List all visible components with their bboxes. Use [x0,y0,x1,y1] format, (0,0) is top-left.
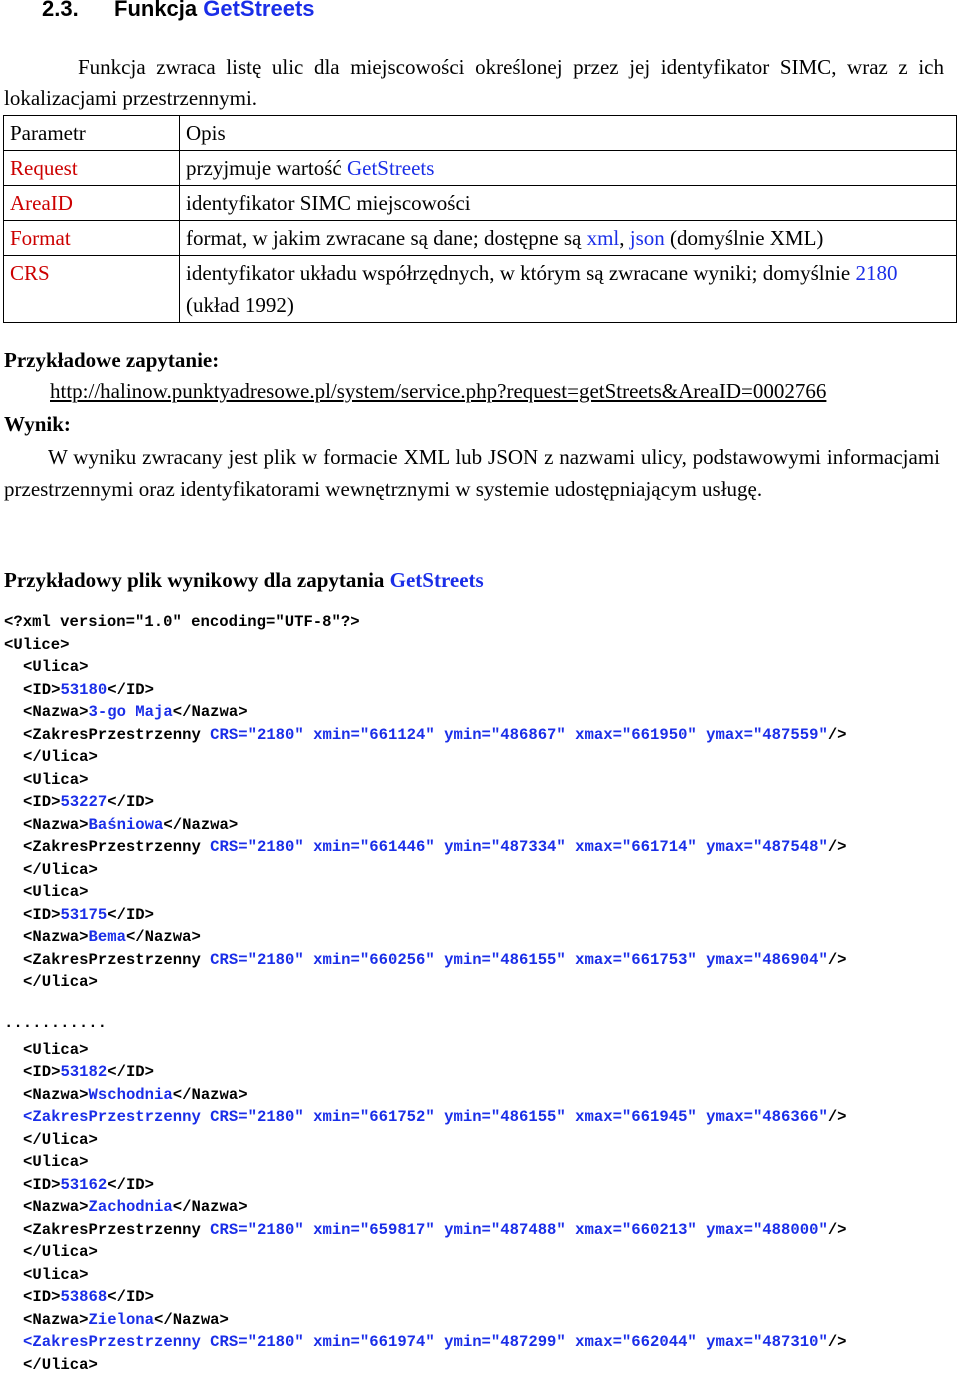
code-line [4,994,847,1017]
code-token: </Ulica> [23,1130,98,1149]
street-attr-ymin: ymin="486155" [444,950,566,969]
code-token: </Nazwa> [172,1085,248,1104]
street-attr-ymin: ymin="487334" [444,838,566,856]
street-name: Bema [88,928,126,946]
code-line [4,1174,847,1197]
code-token [566,1108,575,1126]
code-token: <Ulica> [23,770,89,789]
code-token: </Ulica> [23,973,98,991]
code-token [435,1221,444,1239]
code-token: /> [827,1108,847,1126]
code-token: </Ulica> [23,748,98,766]
code-token: </ID> [107,1063,155,1081]
code-token [201,951,210,969]
code-line [4,724,847,747]
street-attr-ymax: ymax="486904" [706,950,828,969]
street-id: 53162 [60,1175,108,1194]
code-token [304,1333,313,1351]
street-attr-ymax: ymax="487559" [706,725,828,744]
code-line [4,1264,847,1287]
code-token: </ID> [107,793,155,811]
code-token: /> [827,725,847,744]
code-token: </ID> [107,1288,155,1306]
code-token [435,951,444,969]
code-line [4,836,847,859]
code-token [304,838,313,856]
code-line [4,949,847,972]
street-attr-ymin: ymin="486155" [444,1108,566,1126]
street-name: Zachodnia [88,1198,173,1216]
street-attr-crs: CRS="2180" [210,725,304,744]
street-attr-xmax: xmax="661714" [575,838,697,856]
code-line [4,904,847,927]
code-token: <ZakresPrzestrzenny [23,1333,201,1351]
code-token [697,1108,706,1126]
param-description: identyfikator SIMC miejscowości [180,186,957,221]
section-title-prefix: Funkcja [114,0,204,21]
code-token [304,726,313,744]
code-token [435,726,444,744]
code-token: <?xml version="1.0" encoding="UTF-8"?> [4,613,360,631]
code-line [4,746,847,769]
code-line [4,634,847,657]
code-token: </Nazwa> [172,1198,248,1216]
street-name: Zielona [88,1310,155,1329]
street-id: 53180 [60,680,108,699]
code-token: </Ulica> [23,1243,98,1261]
code-token: </ID> [107,680,155,699]
street-attr-crs: CRS="2180" [210,950,304,969]
street-attr-crs: CRS="2180" [210,1333,304,1351]
param-name: CRS [4,256,180,323]
code-line [4,1241,847,1264]
code-token [201,726,210,744]
street-attr-crs: CRS="2180" [210,838,304,856]
code-token [697,838,706,856]
code-token [435,838,444,856]
street-name: 3-go Maja [88,703,173,721]
code-token [201,1333,210,1351]
param-header: Parametr [4,116,180,151]
street-attr-xmax: xmax="661945" [575,1108,697,1126]
code-token [201,838,210,856]
code-token: </ID> [107,1175,155,1194]
example-query-label: Przykładowe zapytanie: [4,348,220,372]
street-attr-ymax: ymax="487548" [706,838,828,856]
code-token [566,838,575,856]
code-line [4,701,847,724]
code-line [4,859,847,882]
code-token: <Nazwa> [23,703,89,721]
street-attr-xmin: xmin="659817" [313,1220,435,1239]
table-row [4,221,957,256]
code-token: /> [827,1333,847,1351]
street-attr-xmin: xmin="660256" [313,950,435,969]
code-line [4,679,847,702]
code-line [4,1129,847,1152]
table-header-row [4,116,957,151]
street-attr-xmin: xmin="661752" [313,1108,435,1126]
xml-code-block [4,611,847,1376]
param-name: Format [4,221,180,256]
example-url-link[interactable]: http://halinow.punktyadresowe.pl/system/service.php?request=getStreets&AreaID=0002766 [50,379,827,403]
code-token: <ID> [23,1063,61,1081]
param-description: przyjmuje wartość GetStreets [180,151,957,186]
code-token: <Ulica> [23,658,89,676]
code-token [697,951,706,969]
street-id: 53868 [60,1288,108,1306]
code-token: </Nazwa> [154,1310,229,1329]
section-number: 2.3. [42,0,79,21]
street-id: 53227 [60,793,108,811]
street-id: 53175 [60,905,108,924]
code-token: <ID> [23,793,61,811]
param-name: AreaID [4,186,180,221]
street-id: 53182 [60,1063,108,1081]
street-name: Wschodnia [88,1085,173,1104]
code-token [697,1333,706,1351]
code-token: <Nazwa> [23,928,89,946]
code-token [435,1333,444,1351]
result-label: Wynik: [4,412,71,436]
street-attr-crs: CRS="2180" [210,1220,304,1239]
code-line [4,1106,847,1129]
code-token: <ID> [23,1288,61,1306]
street-attr-ymax: ymax="486366" [706,1108,828,1126]
code-token: <Ulica> [23,1153,89,1171]
code-line [4,1219,847,1242]
street-name: Baśniowa [88,815,164,834]
code-token: /> [827,950,847,969]
table-row [4,186,957,221]
code-token: <ID> [23,905,61,924]
code-line [4,926,847,949]
street-attr-xmax: xmax="662044" [575,1333,697,1351]
code-line [4,1084,847,1107]
intro-paragraph: Funkcja zwraca listę ulic dla miejscowości określonej przez jej identyfikator SIMC, wraz z ich lokalizacjami przestrzennymi. [4,55,944,110]
code-token [201,1221,210,1239]
street-attr-crs: CRS="2180" [210,1108,304,1126]
code-ellipsis: ........... [4,1014,107,1032]
code-line [4,1016,847,1039]
code-token: <Nazwa> [23,1198,89,1216]
code-token: <ZakresPrzestrzenny [23,838,201,856]
code-token [201,1108,210,1126]
street-attr-ymin: ymin="487488" [444,1220,566,1239]
code-token [566,1333,575,1351]
param-name: Request [4,151,180,186]
code-token [697,1221,706,1239]
code-token: <ID> [23,680,61,699]
code-token: </Nazwa> [125,928,201,946]
code-token: <ID> [23,1175,61,1194]
result-paragraph: W wyniku zwracany jest plik w formacie XML lub JSON z nazwami ulicy, podstawowymi informacjami przestrzennymi oraz identyfikatorami wewnętrznymi w systemie udostępniającym usługę. [4,445,940,501]
code-line [4,769,847,792]
street-attr-xmin: xmin="661446" [313,838,435,856]
code-token: </ID> [107,905,155,924]
street-attr-xmax: xmax="661753" [575,950,697,969]
code-token [697,726,706,744]
code-token: </Ulica> [23,860,98,879]
code-token [304,951,313,969]
parameters-table [3,115,957,323]
code-token: </Nazwa> [172,703,248,721]
sample-file-label: Przykładowy plik wynikowy dla zapytania GetStreets [4,568,484,592]
street-attr-xmin: xmin="661974" [313,1333,435,1351]
table-row [4,256,957,323]
code-token: <ZakresPrzestrzenny [23,725,201,744]
code-token [566,951,575,969]
code-line [4,1331,847,1354]
code-line [4,656,847,679]
code-token: <Ulica> [23,1265,89,1284]
code-token: /> [827,838,847,856]
desc-header: Opis [180,116,957,151]
code-line [4,1061,847,1084]
code-line [4,1354,847,1377]
code-line [4,1309,847,1332]
code-token: <Ulica> [23,883,89,901]
section-title-function: GetStreets [203,0,315,21]
code-token [566,1221,575,1239]
code-token: <Ulica> [23,1040,89,1059]
street-attr-xmin: xmin="661124" [313,725,435,744]
street-attr-xmax: xmax="660213" [575,1220,697,1239]
code-line [4,1151,847,1174]
code-token: /> [827,1220,847,1239]
code-token: </Ulica> [23,1355,98,1374]
code-line [4,1286,847,1309]
code-token: </Nazwa> [163,815,239,834]
code-line [4,881,847,904]
code-line [4,971,847,994]
street-attr-ymin: ymin="487299" [444,1333,566,1351]
param-description: identyfikator układu współrzędnych, w którym są zwracane wyniki; domyślnie 2180 (układ 1992) [180,256,957,323]
street-attr-xmax: xmax="661950" [575,725,697,744]
code-token [304,1108,313,1126]
code-token: <Nazwa> [23,815,89,834]
street-attr-ymin: ymin="486867" [444,725,566,744]
code-token: <ZakresPrzestrzenny [23,1220,201,1239]
street-attr-ymax: ymax="487310" [706,1333,828,1351]
code-token: <Nazwa> [23,1310,89,1329]
section-heading [42,0,315,22]
code-token [435,1108,444,1126]
code-line [4,1039,847,1062]
code-line [4,814,847,837]
code-line [4,791,847,814]
code-token: <ZakresPrzestrzenny [23,1108,201,1126]
code-token: <Ulice> [4,635,70,654]
code-token [566,726,575,744]
table-row [4,151,957,186]
code-line [4,1196,847,1219]
param-description: format, w jakim zwracane są dane; dostępne są xml, json (domyślnie XML) [180,221,957,256]
code-token: <ZakresPrzestrzenny [23,950,201,969]
code-token: <Nazwa> [23,1085,89,1104]
code-token [304,1221,313,1239]
street-attr-ymax: ymax="488000" [706,1220,828,1239]
code-line [4,611,847,634]
